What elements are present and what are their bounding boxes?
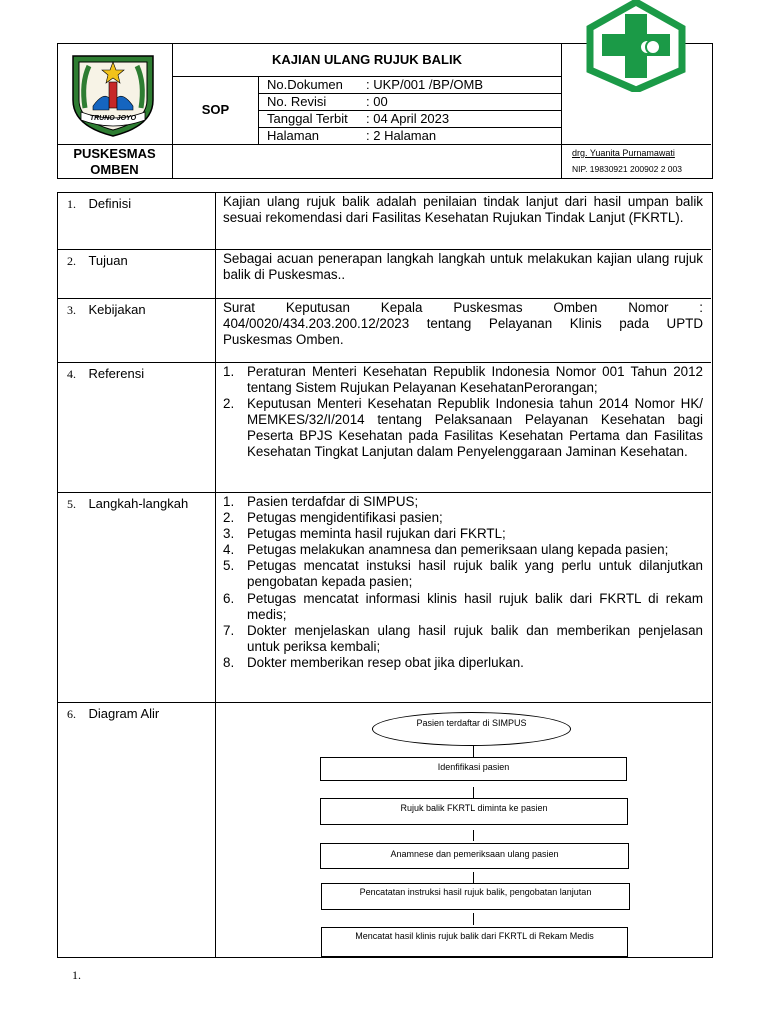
flow-step-box: [320, 843, 629, 869]
list-item-text: Petugas mengidentifikasi pasien;: [247, 510, 443, 526]
list-item-number: 5.: [223, 558, 235, 574]
section-label-tujuan: [67, 252, 212, 270]
list-item-text: Petugas meminta hasil rujukan dari FKRTL;: [247, 526, 506, 542]
list-item-text: Dokter memberikan resep obat jika diperlukan.: [247, 654, 524, 670]
section-title: Tujuan: [88, 253, 128, 268]
meta-key: Halaman: [267, 128, 320, 143]
list-item: [215, 623, 703, 655]
flow-step-box: [321, 927, 628, 957]
meta-row-no-dokumen: [259, 77, 561, 94]
row-separator: [57, 249, 711, 250]
flow-step-text: Rujuk balik FKRTL diminta ke pasien: [400, 803, 548, 813]
meta-value: : UKP/001 /BP/OMB: [366, 77, 484, 92]
flow-step-box: [320, 757, 627, 781]
section-label-definisi: [67, 195, 212, 213]
section-number: 3.: [67, 303, 76, 317]
section-text-definisi: Kajian ulang rujuk balik adalah penilaian tindak lanjut dari hasil umpan balik sesuai rekomendasi dari Fasilitas Kesehatan Rujukan Tindak Lanjut (FKRTL).: [223, 194, 703, 226]
kabupaten-logo: [63, 48, 163, 140]
header-divider-right: [561, 43, 562, 178]
list-item-number: 4.: [223, 542, 235, 558]
footer-page-number: 1.: [72, 968, 81, 982]
signer-name: drg. Yuanita Purnamawati: [572, 148, 675, 158]
flow-step-text: Pasien terdaftar di SIMPUS: [416, 718, 527, 728]
section-title: Definisi: [88, 196, 132, 211]
section-number: 2.: [67, 254, 76, 268]
section-title: Referensi: [88, 366, 145, 381]
flow-step-box: [321, 883, 630, 910]
row-separator: [57, 702, 711, 703]
section-label-referensi: [67, 365, 212, 383]
meta-key: No. Revisi: [267, 94, 327, 109]
list-item-text: Pasien terdafdar di SIMPUS;: [247, 494, 419, 509]
list-item-number: 2.: [223, 510, 235, 526]
list-item: [215, 526, 703, 542]
meta-value: : 2 Halaman: [366, 128, 437, 143]
section-title: Diagram Alir: [88, 706, 160, 721]
section-label-kebijakan: [67, 301, 212, 319]
meta-row-no-revisi: [259, 94, 561, 111]
section-list-langkah: [215, 494, 703, 671]
list-item: [215, 542, 703, 558]
flow-start-oval: [372, 712, 571, 746]
row-separator: [57, 492, 711, 493]
flow-connector: [473, 872, 474, 883]
list-item-text: Petugas mencatat informasi klinis hasil rujuk balik dari FKRTL di rekam medis;: [247, 590, 703, 622]
flow-connector: [473, 787, 474, 798]
flow-step-text: Pencatatan instruksi hasil rujuk balik, pengobatan lanjutan: [359, 887, 592, 897]
flow-step-text: Mencatat hasil klinis rujuk balik dari FKRTL di Rekam Medis: [355, 931, 594, 941]
section-text-kebijakan: Surat Keputusan Kepala Puskesmas Omben Nomor : 404/0020/434.203.200.12/2023 tentang Pelayanan Klinis pada UPTD Puskesmas Omben.: [223, 300, 703, 348]
row-separator: [57, 298, 711, 299]
sop-label: SOP: [201, 102, 230, 117]
meta-row-tanggal-terbit: [259, 111, 561, 128]
org-name-line-2: OMBEN: [90, 162, 139, 177]
list-item: [215, 591, 703, 623]
list-item-number: 7.: [223, 622, 235, 638]
logo-motto: TRUNO JOYO: [89, 115, 137, 122]
flow-step-box: [320, 798, 628, 825]
section-title: Langkah-langkah: [88, 496, 189, 511]
list-item: [215, 364, 703, 396]
document-title: KAJIAN ULANG RUJUK BALIK: [272, 52, 462, 67]
section-number: 1.: [67, 197, 76, 211]
list-item-text: Petugas mencatat instuksi hasil rujuk balik yang perlu untuk dilanjutkan pengobatan kepada pasien;: [247, 558, 703, 590]
flow-step-text: Anamnese dan pemeriksaan ulang pasien: [390, 849, 559, 859]
meta-key: Tanggal Terbit: [267, 111, 348, 126]
flow-connector: [473, 913, 474, 925]
row-separator: [57, 362, 711, 363]
list-item: [215, 655, 703, 671]
section-title: Kebijakan: [88, 302, 146, 317]
signer-nip: NIP. 19830921 200902 2 003: [572, 164, 682, 174]
flow-connector: [473, 746, 474, 757]
list-item-text: Dokter menjelaskan ulang hasil rujuk balik dan memberikan penjelasan untuk periksa kembali;: [247, 622, 703, 654]
list-item-text: Petugas melakukan anamnesa dan pemeriksaan ulang kepada pasien;: [247, 542, 669, 558]
list-item-number: 8.: [223, 654, 235, 670]
section-label-diagram: [67, 705, 212, 723]
section-number: 5.: [67, 497, 76, 511]
list-item-text: Keputusan Menteri Kesehatan Republik Indonesia tahun 2014 Nomor HK/ MEMKES/32/I/2014 tentang Pelaksanaan Pelayanan Kesehatan bagi Peserta BPJS Kesehatan pada Fasilitas Kesehatan Pertama dan Fasilitas Kesehatan Tingkat Lanjutan dalam Penyelenggaraan Jaminan Kesehatan.: [247, 396, 703, 460]
header-row-bottom: [57, 144, 711, 145]
puskesmas-logo: [585, 0, 687, 92]
meta-row-halaman: [259, 128, 561, 144]
flow-step-text: Idenfifikasi pasien: [437, 762, 510, 772]
flow-connector: [473, 830, 474, 841]
section-list-referensi: [215, 364, 703, 461]
list-item-number: 2.: [223, 396, 235, 412]
list-item: [215, 510, 703, 526]
list-item-number: 3.: [223, 526, 235, 542]
meta-value: : 00: [366, 94, 388, 109]
section-label-langkah: [67, 495, 212, 513]
meta-value: : 04 April 2023: [366, 111, 450, 126]
list-item: [215, 396, 703, 460]
org-name: [57, 146, 172, 178]
section-number: 4.: [67, 367, 76, 381]
list-item: [215, 494, 703, 510]
section-text-tujuan: Sebagai acuan penerapan langkah langkah untuk melakukan kajian ulang rujuk balik di Puskesmas..: [223, 251, 703, 283]
list-item-text: Peraturan Menteri Kesehatan Republik Indonesia Nomor 001 Tahun 2012 tentang Sistem Rujukan Pelayanan KesehatanPerorangan;: [247, 364, 703, 396]
section-number: 6.: [67, 707, 76, 721]
list-item-number: 1.: [223, 364, 235, 379]
list-item-number: 1.: [223, 494, 235, 509]
list-item-number: 6.: [223, 590, 235, 606]
list-item: [215, 558, 703, 590]
org-name-line-1: PUSKESMAS: [73, 146, 156, 161]
meta-key: No.Dokumen: [267, 77, 343, 92]
